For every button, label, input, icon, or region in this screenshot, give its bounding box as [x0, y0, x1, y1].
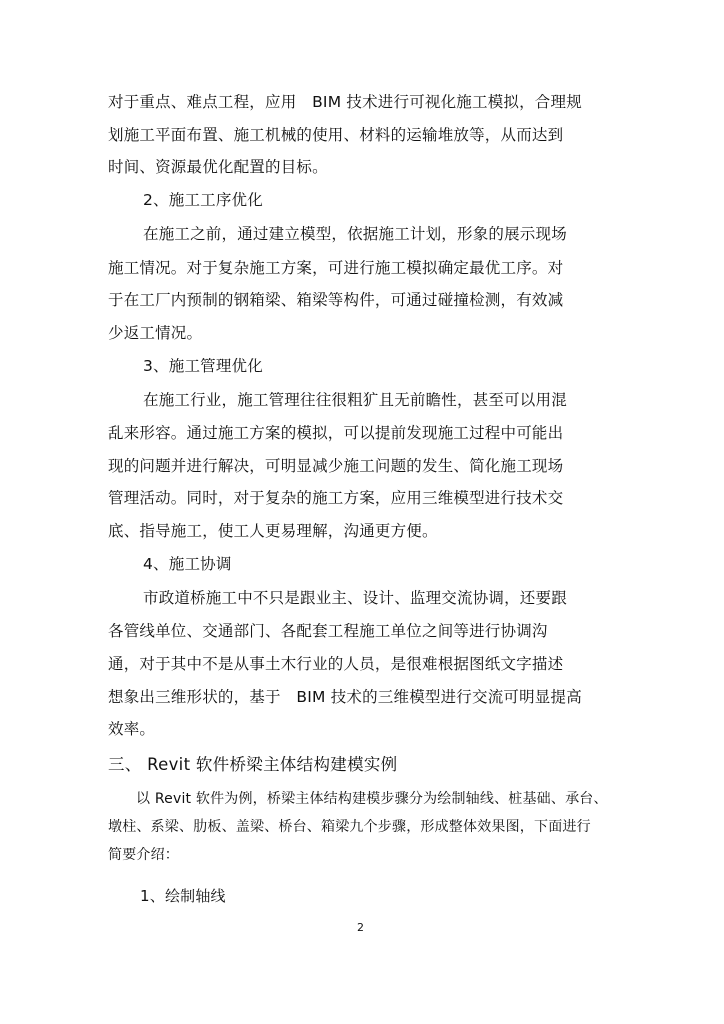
step-1-heading: 1、绘制轴线	[140, 887, 226, 905]
paragraph-1-line-3: 时间、资源最优化配置的目标。	[108, 158, 328, 176]
section-2-line-2: 施工情况。对于复杂施工方案，可进行施工模拟确定最优工序。对	[108, 259, 564, 277]
section-3-line-2: 乱来形容。通过施工方案的模拟，可以提前发现施工过程中可能出	[108, 424, 564, 442]
section-4-line-5: 效率。	[108, 720, 156, 738]
section-4-line-1: 市政道桥施工中不只是跟业主、设计、监理交流协调，还要跟	[143, 589, 567, 607]
chapter-3-line-2: 墩柱、系梁、肋板、盖梁、桥台、箱梁九个步骤，形成整体效果图，下面进行	[108, 819, 591, 835]
section-4-heading: 4、施工协调	[143, 555, 232, 573]
section-2-line-1: 在施工之前，通过建立模型，依据施工计划，形象的展示现场	[143, 225, 567, 243]
section-2-line-4: 少返工情况。	[108, 324, 203, 342]
page-number: 2	[357, 921, 364, 934]
chapter-3-line-3: 简要介绍：	[108, 847, 179, 863]
chapter-3-heading: 三、 Revit 软件桥梁主体结构建模实例	[108, 755, 398, 774]
section-2-heading: 2、施工工序优化	[143, 191, 263, 209]
paragraph-1-line-2: 划施工平面布置、施工机械的使用、材料的运输堆放等，从而达到	[108, 126, 564, 144]
section-2-line-3: 于在工厂内预制的钢箱梁、箱梁等构件，可通过碰撞检测，有效减	[108, 291, 564, 309]
section-3-line-4: 管理活动。同时，对于复杂的施工方案，应用三维模型进行技术交	[108, 489, 564, 507]
section-4-line-2: 各管线单位、交通部门、各配套工程施工单位之间等进行协调沟	[108, 622, 548, 640]
chapter-3-line-1: 以 Revit 软件为例，桥梁主体结构建模步骤分为绘制轴线、桩基础、承台、	[136, 791, 608, 807]
section-3-line-1: 在施工行业，施工管理往往很粗犷且无前瞻性，甚至可以用混	[143, 391, 567, 409]
paragraph-1-line-1: 对于重点、难点工程，应用 BIM 技术进行可视化施工模拟，合理规	[108, 93, 582, 111]
section-3-line-5: 底、指导施工，使工人更易理解，沟通更方便。	[108, 522, 438, 540]
section-4-line-3: 通，对于其中不是从事土木行业的人员，是很难根据图纸文字描述	[108, 655, 564, 673]
section-4-line-4: 想象出三维形状的，基于 BIM 技术的三维模型进行交流可明显提高	[108, 688, 582, 706]
section-3-line-3: 现的问题并进行解决，可明显减少施工问题的发生、简化施工现场	[108, 457, 564, 475]
section-3-heading: 3、施工管理优化	[143, 357, 263, 375]
